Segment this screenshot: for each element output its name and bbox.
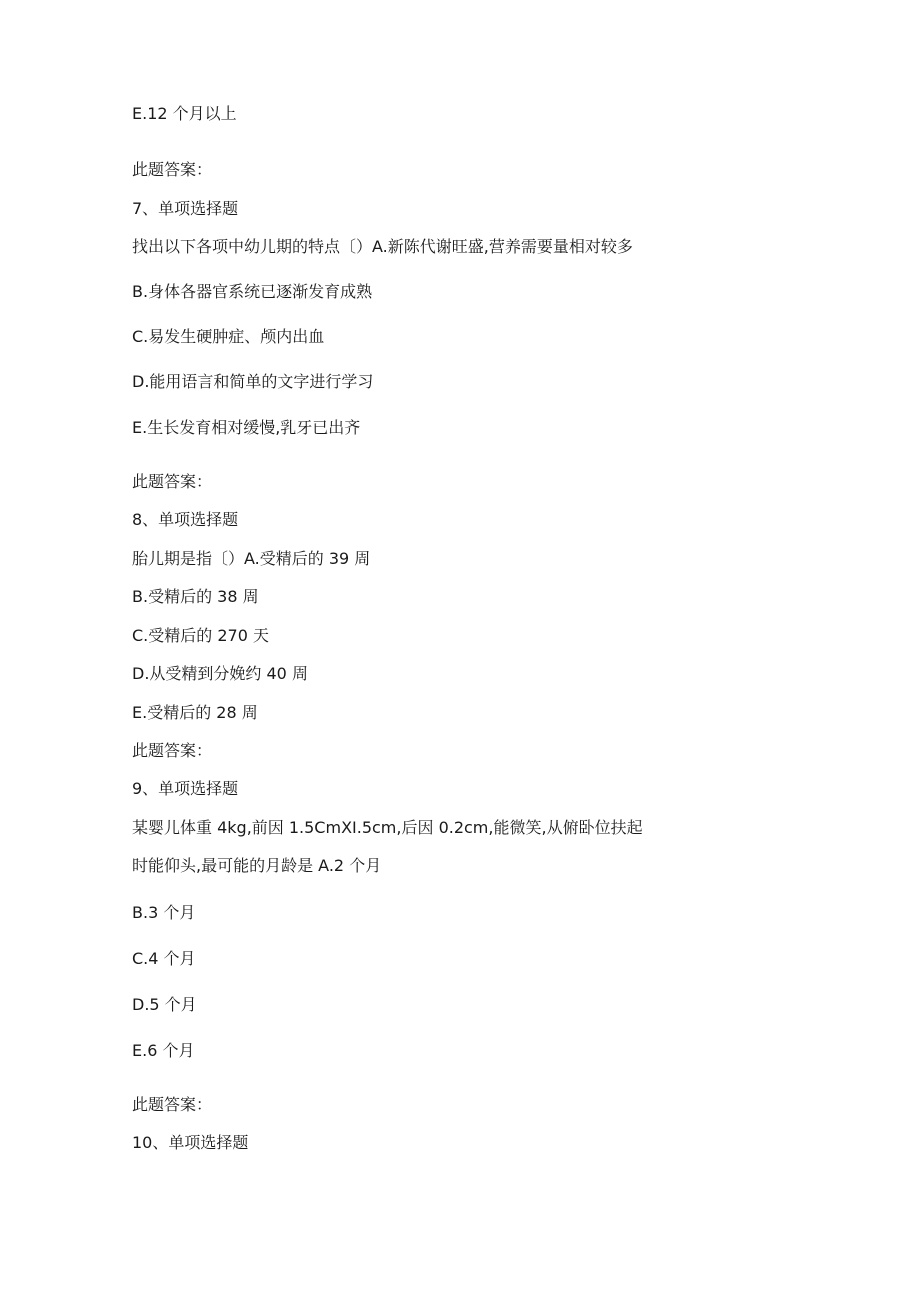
q8-option-b: B.受精后的 38 周 bbox=[132, 587, 259, 606]
q8-answer-label: 此题答案： bbox=[132, 741, 213, 760]
q8-heading: 8、单项选择题 bbox=[132, 510, 239, 529]
q9-answer-label: 此题答案： bbox=[132, 1095, 213, 1114]
q9-option-e: E.6 个月 bbox=[132, 1041, 195, 1060]
q9-heading: 9、单项选择题 bbox=[132, 779, 239, 798]
q10-heading: 10、单项选择题 bbox=[132, 1133, 249, 1152]
q9-stem-line1: 某婴儿体重 4kg,前因 1.5CmXI.5cm,后因 0.2cm,能微笑,从俯卧位扶起 bbox=[132, 818, 643, 837]
q7-option-e: E.生长发育相对缓慢,乳牙已出齐 bbox=[132, 418, 361, 437]
q8-option-e: E.受精后的 28 周 bbox=[132, 703, 258, 722]
q7-stem-option-a: 找出以下各项中幼儿期的特点〔）A.新陈代谢旺盛,营养需要量相对较多 bbox=[132, 237, 633, 256]
q7-option-d: D.能用语言和简单的文字进行学习 bbox=[132, 372, 374, 391]
q9-option-d: D.5 个月 bbox=[132, 995, 197, 1014]
q9-option-b: B.3 个月 bbox=[132, 903, 196, 922]
q8-stem-option-a: 胎儿期是指〔）A.受精后的 39 周 bbox=[132, 549, 371, 568]
q8-option-d: D.从受精到分娩约 40 周 bbox=[132, 664, 308, 683]
q9-option-c: C.4 个月 bbox=[132, 949, 196, 968]
q8-option-c: C.受精后的 270 天 bbox=[132, 626, 269, 645]
q6-option-e: E.12 个月以上 bbox=[132, 104, 237, 123]
q9-stem-line2-option-a: 时能仰头,最可能的月龄是 A.2 个月 bbox=[132, 856, 382, 875]
q6-answer-label: 此题答案： bbox=[132, 160, 213, 179]
q7-answer-label: 此题答案： bbox=[132, 472, 213, 491]
q7-option-c: C.易发生硬肿症、颅内出血 bbox=[132, 327, 325, 346]
q7-heading: 7、单项选择题 bbox=[132, 199, 239, 218]
q7-option-b: B.身体各器官系统已逐渐发育成熟 bbox=[132, 282, 373, 301]
